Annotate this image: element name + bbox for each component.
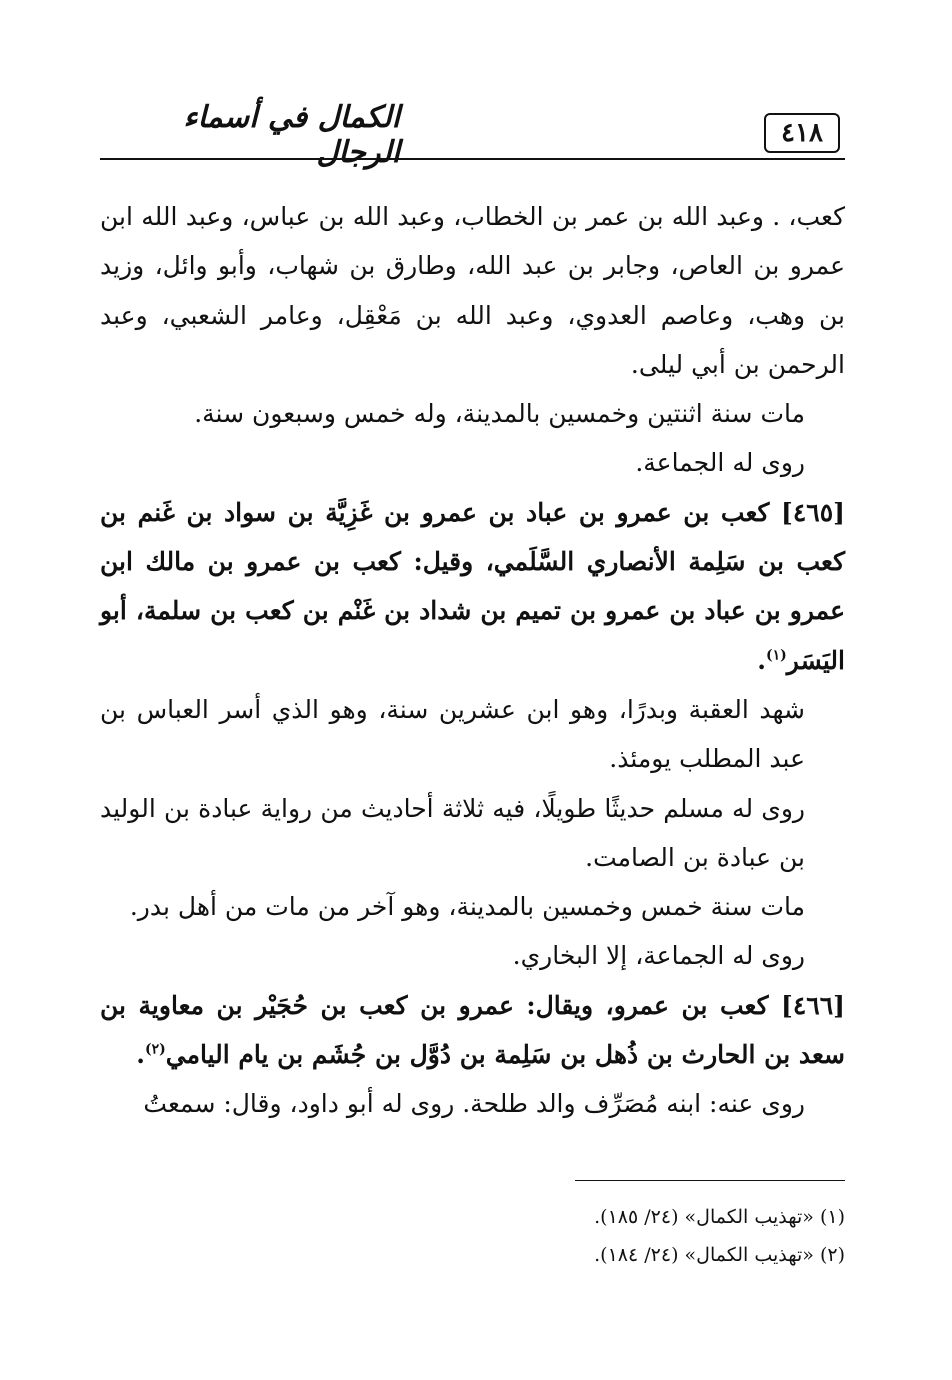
running-head-title: الكمال في أسماء الرجال [183, 100, 400, 170]
footnote-ref-1: (١) [766, 647, 787, 664]
entry-466-end: . [136, 1040, 145, 1070]
entry-465-name: [٤٦٥] كعب بن عمرو بن عباد بن عمرو بن غَزِيَّة بن سواد بن غَنم بن كعب بن سَلِمة الأنصاري السَّلَمي، وقيل: كعب بن عمرو بن مالك ابن عمرو بن عباد بن عمرو بن تميم بن شداد بن غَنْم بن كعب بن سلمة، أبو اليَسَر [100, 497, 845, 675]
paragraph-teachers: كعب، . وعبد الله بن عمر بن الخطاب، وعبد الله بن عباس، وعبد الله ابن عمرو بن العاص، وجابر بن عبد الله، وطارق بن شهاب، وأبو وائل، وزيد بن وهب، وعاصم العدوي، وعبد الله بن مَعْقِل، وعامر الشعبي، وعبد الرحمن بن أبي ليلى. [100, 202, 845, 379]
paragraph-death-465-prev: مات سنة اثنتين وخمسين بالمدينة، وله خمس وسبعون سنة. [194, 399, 805, 429]
paragraph-muslim: روى له مسلم حديثًا طويلًا، فيه ثلاثة أحاديث من رواية عبادة بن الوليد بن عبادة بن الصامت. [100, 793, 805, 872]
footnote-1: (١) «تهذيب الكمال» (٢٤/ ١٨٥). [594, 1206, 845, 1228]
paragraph-aqaba: شهد العقبة وبدرًا، وهو ابن عشرين سنة، وهو الذي أسر العباس بن عبد المطلب يومئذ. [100, 694, 805, 774]
entry-466-name: [٤٦٦] كعب بن عمرو، ويقال: عمرو بن كعب بن حُجَيْر بن معاوية بن سعد بن الحارث بن ذُهل بن سَلِمة بن دُوَّل بن جُشَم بن يام اليامي [100, 990, 845, 1070]
paragraph-narrated-from: روى عنه: ابنه مُصَرِّف والد طلحة. روى له أبو داود، وقال: سمعتُ [143, 1089, 805, 1119]
entry-465-heading [100, 488, 845, 685]
paragraph-death-465: مات سنة خمس وخمسين بالمدينة، وهو آخر من مات من أهل بدر. [129, 892, 805, 922]
entry-465-end: . [757, 645, 767, 675]
footnote-divider [575, 1180, 845, 1181]
main-text [100, 192, 845, 1129]
page-number: ٤١٨ [764, 113, 840, 153]
header-divider [100, 158, 845, 160]
footnotes [100, 1198, 845, 1274]
footnote-2: (٢) «تهذيب الكمال» (٢٤/ ١٨٤). [594, 1244, 845, 1266]
paragraph-narrators-465: روى له الجماعة، إلا البخاري. [512, 941, 805, 971]
entry-466-heading [100, 981, 845, 1080]
footnote-ref-2: (٢) [144, 1041, 166, 1058]
paragraph-narrators-prev: روى له الجماعة. [635, 448, 805, 478]
